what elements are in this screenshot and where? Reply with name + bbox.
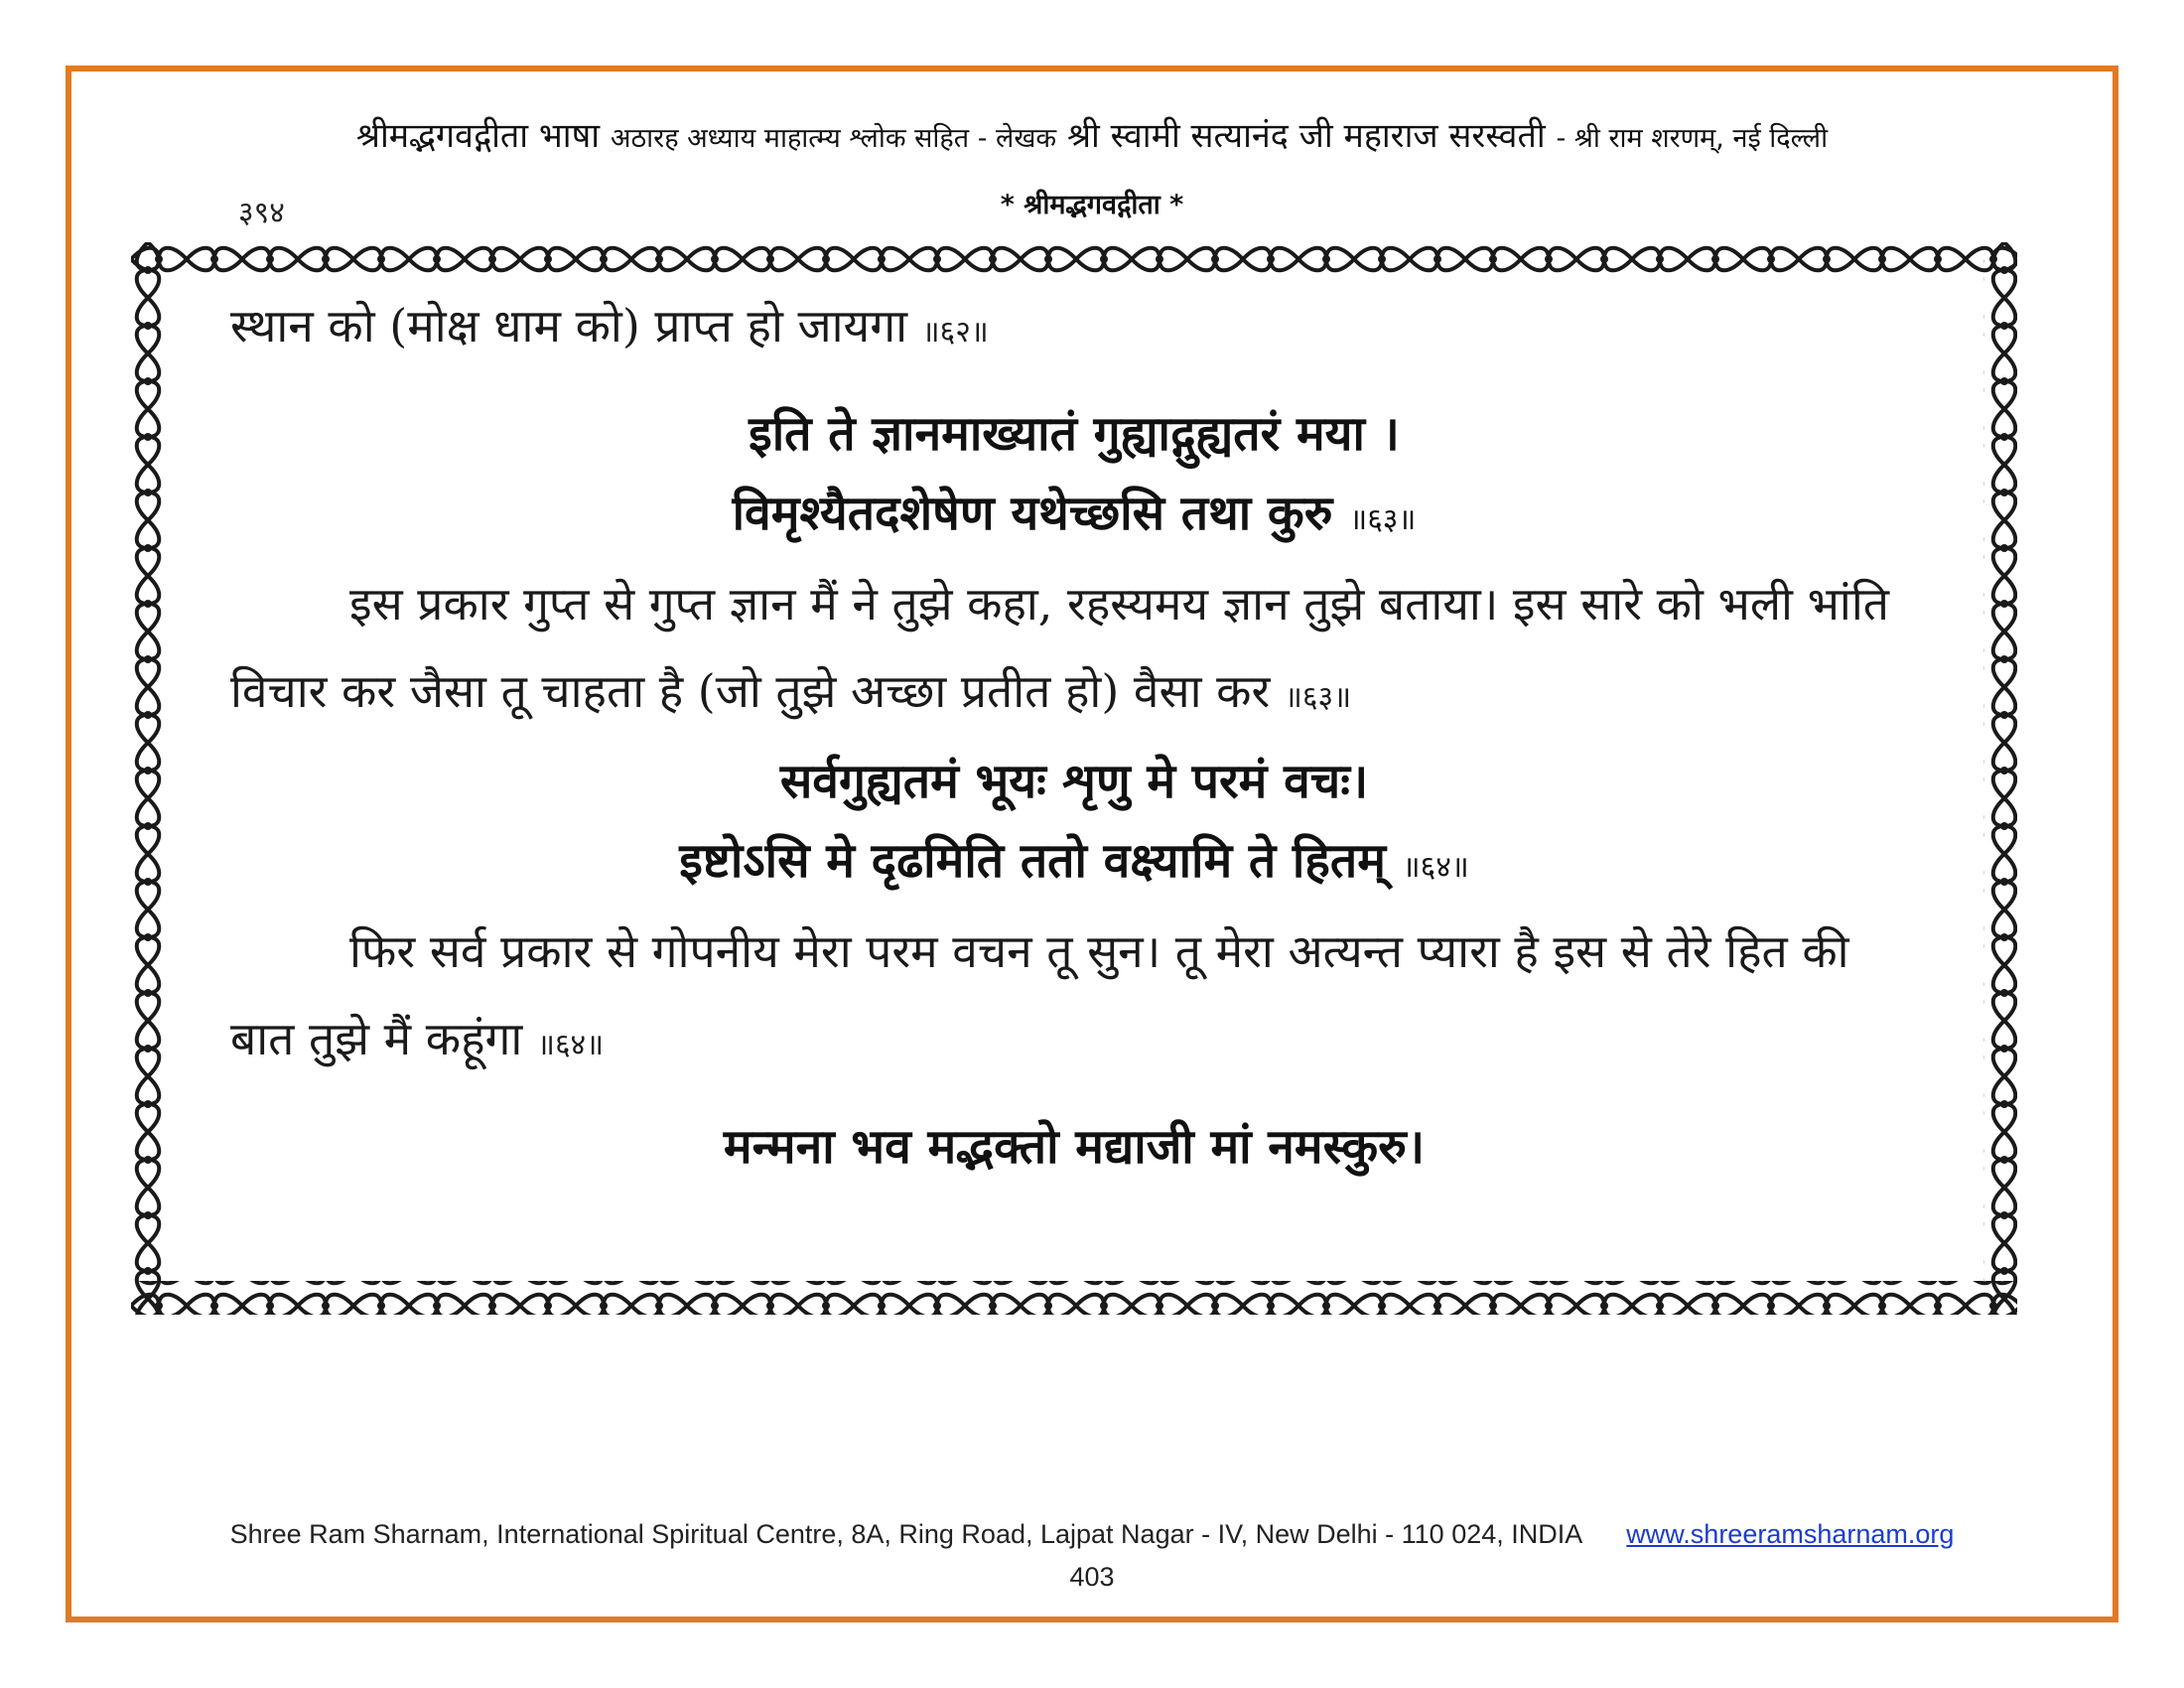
scanned-text <box>230 282 1918 1187</box>
header-title: श्रीमद्भगवद्गीता भाषा <box>355 116 601 156</box>
scanned-page <box>131 242 2017 1325</box>
document-header <box>0 111 2184 157</box>
footer-website-link[interactable]: www.shreeramsharnam.org <box>1626 1519 1955 1549</box>
verse-63-line-1: इति ते ज्ञानमाख्यातं गुह्याद्गुह्यतरं मया । <box>749 406 1400 462</box>
scan-page-number: ३९४ <box>238 196 285 230</box>
footer <box>0 1519 2184 1550</box>
prose-line-62: स्थान को (मोक्ष धाम को) प्राप्त हो जायगा ॥६२॥ <box>230 299 989 352</box>
header-subtitle: अठारह अध्याय माहात्म्य श्लोक सहित - लेखक <box>610 123 1057 154</box>
verse-65-line-1: मन्मना भव मद्भक्तो मद्याजी मां नमस्कुरु। <box>723 1119 1426 1175</box>
footer-address: Shree Ram Sharnam, International Spiritual Centre, 8A, Ring Road, Lajpat Nagar - IV, New Delhi - 110 024, INDIA <box>229 1519 1581 1549</box>
verse-64-line-2: इष्टोऽसि मे दृढमिति ततो वक्ष्यामि ते हितम् ॥६४॥ <box>679 833 1469 889</box>
verse-64-line-1: सर्वगुह्यतमं भूयः शृणु मे परमं वचः। <box>779 754 1369 809</box>
verse-63-line-2: विमृश्यैतदशेषेण यथेच्छसि तथा कुरु ॥६३॥ <box>732 486 1417 541</box>
footer-page-number: 403 <box>1069 1562 1115 1592</box>
prose-paragraph-63: इस प्रकार गुप्त से गुप्त ज्ञान मैं ने तुझे कहा, रहस्यमय ज्ञान तुझे बताया। इस सारे को भली भांति विचार कर जैसा तू चाहता है (जो तुझे अच्छा प्रतीत हो) वैसा कर ॥६३॥ <box>230 577 1889 718</box>
header-author: श्री स्वामी सत्यानंद जी महाराज सरस्वती <box>1066 116 1546 156</box>
scan-book-title: * श्रीमद्भगवद्गीता * <box>1000 190 1184 220</box>
prose-paragraph-64: फिर सर्व प्रकार से गोपनीय मेरा परम वचन तू सुन। तू मेरा अत्यन्त प्यारा है इस से तेरे हित की बात तुझे मैं कहूंगा ॥६४॥ <box>230 924 1849 1065</box>
header-publisher: - श्री राम शरणम्, नई दिल्ली <box>1556 123 1829 154</box>
